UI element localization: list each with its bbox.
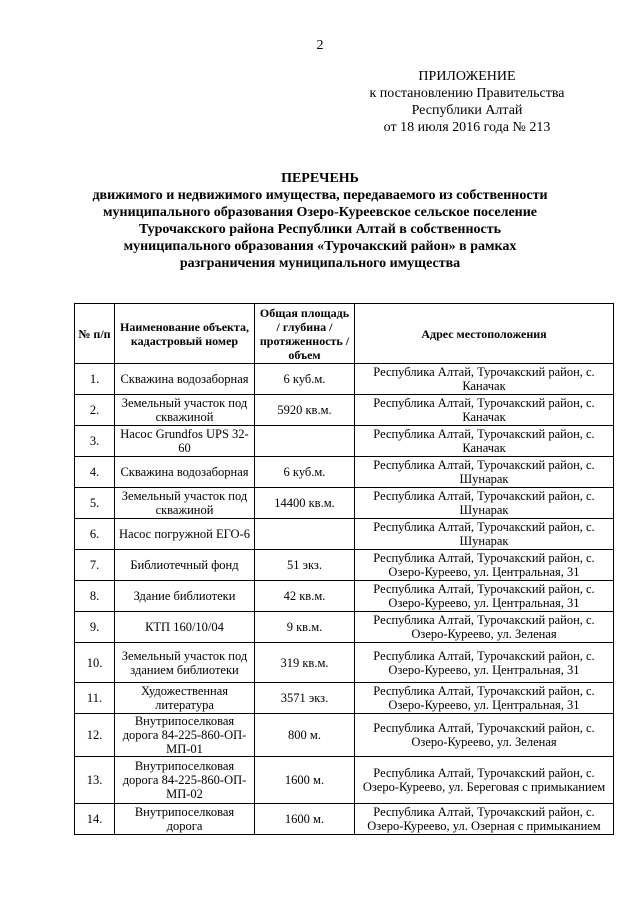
cell-name: Земельный участок под скважиной	[115, 395, 255, 426]
cell-address: Республика Алтай, Турочакский район, с. Озеро-Куреево, ул. Озерная с примыканием	[355, 804, 614, 835]
table-row	[75, 804, 614, 835]
cell-address: Республика Алтай, Турочакский район, с. Шунарак	[355, 519, 614, 550]
property-table	[74, 303, 614, 835]
cell-area	[255, 519, 355, 550]
appendix-line: Республики Алтай	[411, 103, 523, 118]
cell-name: Здание библиотеки	[115, 581, 255, 612]
cell-num: 2.	[75, 395, 115, 426]
cell-area: 3571 экз.	[255, 683, 355, 714]
cell-num: 13.	[75, 757, 115, 804]
cell-area: 1600 м.	[255, 804, 355, 835]
cell-name: Земельный участок под скважиной	[115, 488, 255, 519]
table-row	[75, 643, 614, 683]
cell-address: Республика Алтай, Турочакский район, с. Озеро-Куреево, ул. Центральная, 31	[355, 581, 614, 612]
table-row	[75, 612, 614, 643]
cell-name: Внутрипоселковая дорога 84-225-860-ОП-МП-01	[115, 714, 255, 757]
table-row	[75, 488, 614, 519]
appendix-line: от 18 июля 2016 года № 213	[383, 120, 551, 135]
table-header-row	[75, 304, 614, 364]
table-row	[75, 714, 614, 757]
cell-num: 11.	[75, 683, 115, 714]
table-row	[75, 457, 614, 488]
cell-address: Республика Алтай, Турочакский район, с. Озеро-Куреево, ул. Зеленая	[355, 714, 614, 757]
title-line: муниципального образования Озеро-Куреевское сельское поселение	[102, 205, 538, 220]
cell-area: 14400 кв.м.	[255, 488, 355, 519]
cell-num: 12.	[75, 714, 115, 757]
page-number: 2	[316, 38, 324, 53]
appendix-block	[352, 68, 582, 136]
cell-num: 10.	[75, 643, 115, 683]
cell-num: 3.	[75, 426, 115, 457]
cell-area: 51 экз.	[255, 550, 355, 581]
appendix-line: к постановлению Правительства	[369, 86, 565, 101]
cell-num: 4.	[75, 457, 115, 488]
cell-num: 1.	[75, 364, 115, 395]
cell-address: Республика Алтай, Турочакский район, с. Озеро-Куреево, ул. Центральная, 31	[355, 643, 614, 683]
cell-num: 5.	[75, 488, 115, 519]
title-line: муниципального образования «Турочакский район» в рамках	[123, 239, 517, 254]
cell-area: 800 м.	[255, 714, 355, 757]
header-address: Адрес местоположения	[355, 304, 614, 364]
cell-address: Республика Алтай, Турочакский район, с. Шунарак	[355, 457, 614, 488]
cell-address: Республика Алтай, Турочакский район, с. Каначак	[355, 364, 614, 395]
title-line: Турочакского района Республики Алтай в собственность	[138, 222, 502, 237]
document-title	[80, 170, 560, 272]
cell-address: Республика Алтай, Турочакский район, с. Озеро-Куреево, ул. Береговая с примыканием	[355, 757, 614, 804]
cell-area: 6 куб.м.	[255, 457, 355, 488]
cell-name: Художественная литература	[115, 683, 255, 714]
appendix-line: ПРИЛОЖЕНИЕ	[418, 69, 516, 84]
cell-address: Республика Алтай, Турочакский район, с. Озеро-Куреево, ул. Зеленая	[355, 612, 614, 643]
title-line: ПЕРЕЧЕНЬ	[281, 171, 359, 186]
cell-area: 42 кв.м.	[255, 581, 355, 612]
cell-name: Внутрипоселковая дорога	[115, 804, 255, 835]
table-row	[75, 426, 614, 457]
cell-area: 319 кв.м.	[255, 643, 355, 683]
cell-name: Скважина водозаборная	[115, 457, 255, 488]
cell-address: Республика Алтай, Турочакский район, с. Озеро-Куреево, ул. Центральная, 31	[355, 683, 614, 714]
cell-num: 14.	[75, 804, 115, 835]
header-name: Наименование объекта, кадастровый номер	[115, 304, 255, 364]
table-row	[75, 581, 614, 612]
table-row	[75, 683, 614, 714]
table-row	[75, 395, 614, 426]
table-body	[75, 364, 614, 835]
cell-num: 9.	[75, 612, 115, 643]
table-row	[75, 550, 614, 581]
header-area: Общая площадь / глубина / протяженность / объем	[255, 304, 355, 364]
title-line: разграничения муниципального имущества	[179, 256, 461, 271]
cell-num: 7.	[75, 550, 115, 581]
cell-area: 6 куб.м.	[255, 364, 355, 395]
cell-address: Республика Алтай, Турочакский район, с. Каначак	[355, 395, 614, 426]
cell-address: Республика Алтай, Турочакский район, с. Озеро-Куреево, ул. Центральная, 31	[355, 550, 614, 581]
cell-name: Насос Grundfos UPS 32-60	[115, 426, 255, 457]
cell-name: Насос погружной ЕГО-6	[115, 519, 255, 550]
cell-area	[255, 426, 355, 457]
cell-address: Республика Алтай, Турочакский район, с. Каначак	[355, 426, 614, 457]
title-line: движимого и недвижимого имущества, передаваемого из собственности	[92, 188, 548, 203]
table-row	[75, 364, 614, 395]
table-row	[75, 519, 614, 550]
cell-area: 5920 кв.м.	[255, 395, 355, 426]
cell-name: Скважина водозаборная	[115, 364, 255, 395]
cell-area: 9 кв.м.	[255, 612, 355, 643]
cell-name: Внутрипоселковая дорога 84-225-860-ОП-МП-02	[115, 757, 255, 804]
cell-name: Библиотечный фонд	[115, 550, 255, 581]
cell-name: КТП 160/10/04	[115, 612, 255, 643]
header-num: № п/п	[75, 304, 115, 364]
cell-num: 6.	[75, 519, 115, 550]
cell-address: Республика Алтай, Турочакский район, с. Шунарак	[355, 488, 614, 519]
cell-area: 1600 м.	[255, 757, 355, 804]
cell-name: Земельный участок под зданием библиотеки	[115, 643, 255, 683]
cell-num: 8.	[75, 581, 115, 612]
table-row	[75, 757, 614, 804]
